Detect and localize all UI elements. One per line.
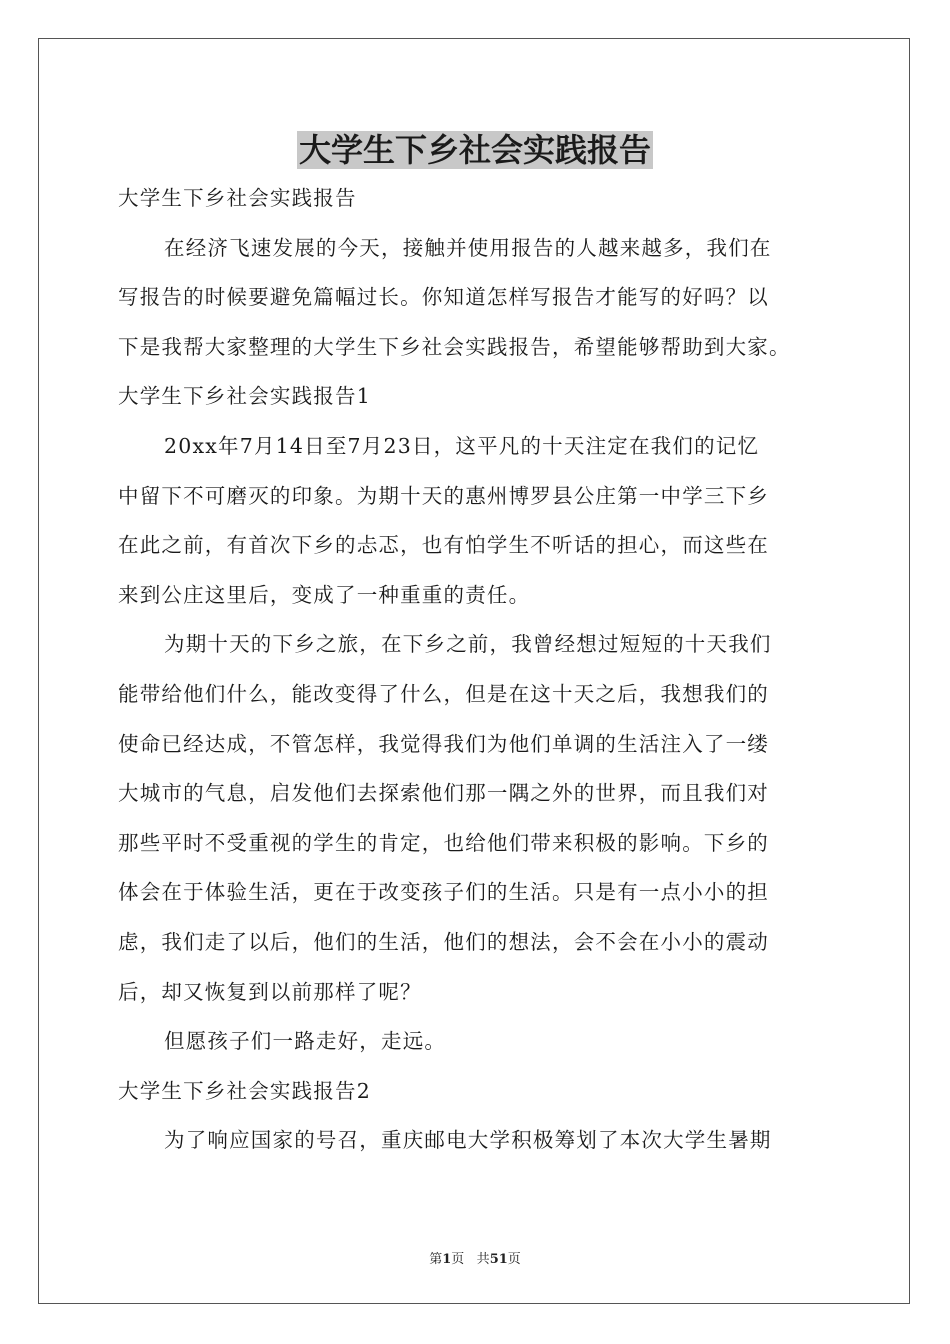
paragraph-line: 体会在于体验生活，更在于改变孩子们的生活。只是有一点小小的担 [118,880,769,905]
document-title [0,126,950,174]
page-prefix: 第 [429,1252,443,1267]
document-body [118,174,834,1166]
paragraph-line: 为期十天的下乡之旅，在下乡之前，我曾经想过短短的十天我们 [164,632,772,657]
paragraph-line: 那些平时不受重视的学生的肯定，也给他们带来积极的影响。下乡的 [118,830,769,855]
paragraph-line: 后，却又恢复到以前那样了呢？ [118,979,422,1004]
subtitle-heading: 大学生下乡社会实践报告 [118,186,357,210]
paragraph-line: 但愿孩子们一路走好，走远。 [164,1029,447,1054]
page-number: 1 [442,1252,452,1267]
paragraph-line: 使命已经达成，不管怎样，我觉得我们为他们单调的生活注入了一缕 [118,731,769,756]
paragraph-line: 20xx年7月14日至7月23日，这平凡的十天注定在我们的记忆 [164,433,760,458]
total-pages: 51 [489,1252,508,1267]
paragraph-line: 写报告的时候要避免篇幅过长。你知道怎样写报告才能写的好吗？以 [118,285,769,310]
total-suffix: 页 [507,1252,521,1267]
page-footer [0,1248,950,1267]
paragraph-line: 大城市的气息，启发他们去探索他们那一隅之外的世界，而且我们对 [118,781,769,806]
paragraph-line: 虑，我们走了以后，他们的生活，他们的想法，会不会在小小的震动 [118,929,769,954]
section-heading-1: 大学生下乡社会实践报告1 [118,384,371,409]
paragraph-line: 为了响应国家的号召，重庆邮电大学积极筹划了本次大学生暑期 [164,1128,772,1153]
paragraph-line: 下是我帮大家整理的大学生下乡社会实践报告，希望能够帮助到大家。 [118,334,791,359]
total-prefix: 共 [476,1252,490,1267]
document-title-text: 大学生下乡社会实践报告 [298,131,651,169]
paragraph-line: 中留下不可磨灭的印象。为期十天的惠州博罗县公庄第一中学三下乡 [118,483,769,508]
paragraph-line: 在此之前，有首次下乡的忐忑，也有怕学生不听话的担心，而这些在 [118,533,769,558]
section-heading-2: 大学生下乡社会实践报告2 [118,1078,371,1103]
paragraph-line: 能带给他们什么，能改变得了什么，但是在这十天之后，我想我们的 [118,681,769,706]
paragraph-line: 在经济飞速发展的今天，接触并使用报告的人越来越多，我们在 [164,235,772,260]
paragraph-line: 来到公庄这里后，变成了一种重重的责任。 [118,582,531,607]
page-suffix: 页 [451,1252,465,1267]
